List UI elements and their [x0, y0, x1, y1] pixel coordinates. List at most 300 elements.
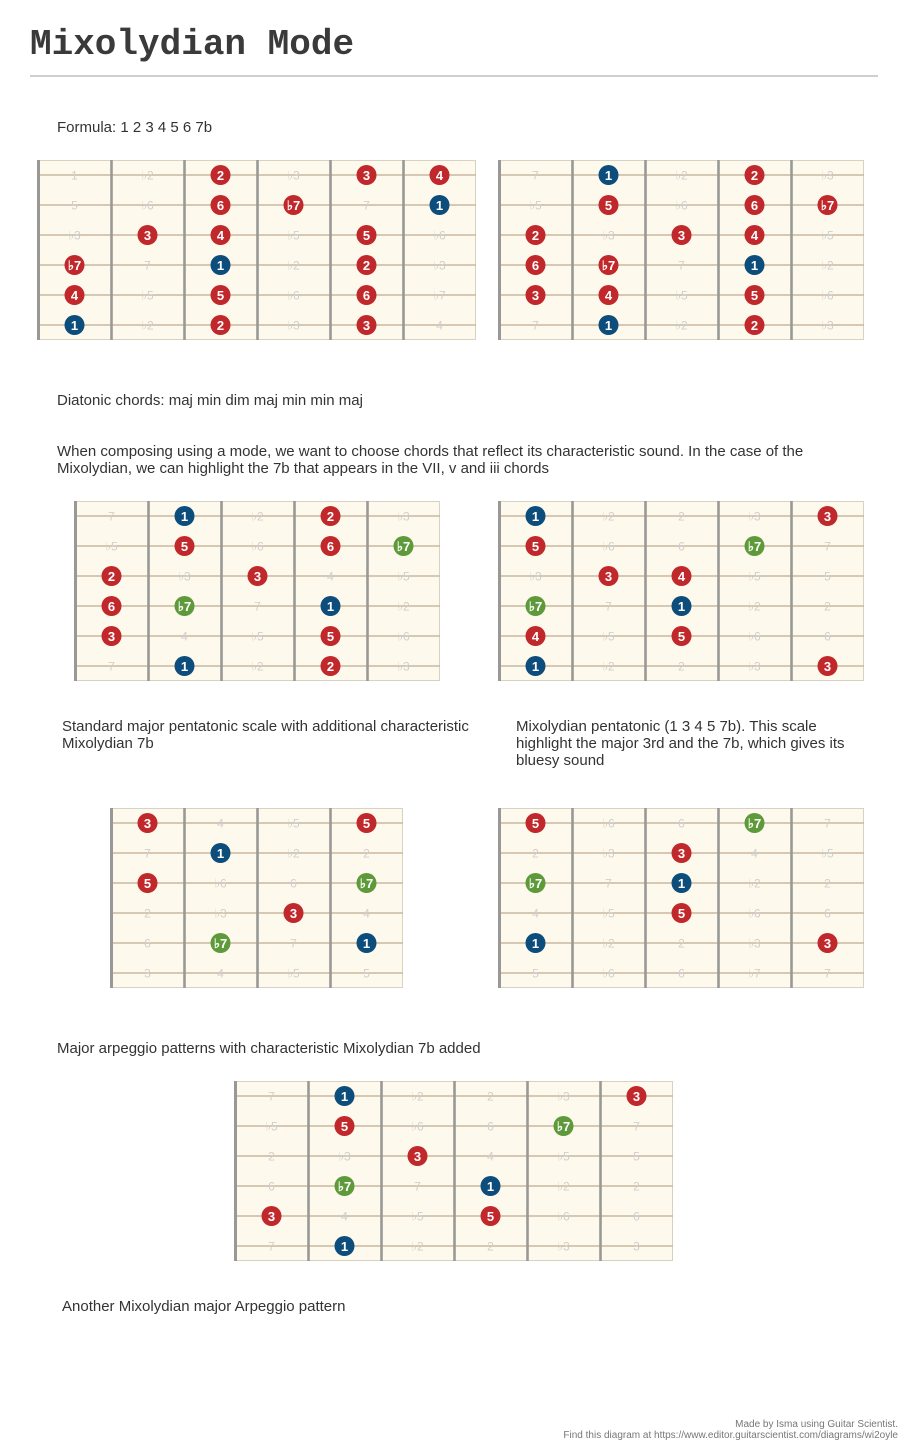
ghost-note	[751, 847, 758, 861]
fretboard-svg	[498, 160, 864, 340]
fretboard-background	[75, 502, 440, 681]
ghost-note	[748, 510, 761, 524]
ghost-note	[214, 907, 227, 921]
scale-note	[672, 225, 692, 245]
note-label: 5	[362, 227, 371, 243]
ghost-note-label: ♭6	[675, 198, 688, 213]
note-label: 1	[750, 257, 759, 273]
ghost-note-label: 4	[217, 966, 224, 981]
ghost-note-label: ♭2	[557, 1179, 570, 1194]
note-label: 3	[823, 508, 832, 524]
ghost-note-label: ♭2	[141, 318, 154, 333]
ghost-note-label: ♭5	[602, 629, 615, 644]
note-label: ♭7	[747, 538, 762, 554]
scale-note	[357, 813, 377, 833]
fretboard-svg	[74, 501, 440, 681]
ghost-note-label: ♭3	[397, 659, 410, 674]
ghost-note	[251, 510, 264, 524]
scale-note	[357, 225, 377, 245]
note-label: 6	[216, 197, 225, 213]
ghost-note	[678, 967, 685, 981]
ghost-note-label: ♭2	[675, 318, 688, 333]
ghost-note	[397, 570, 410, 584]
note-label: 1	[216, 257, 225, 273]
note-label: 1	[531, 658, 540, 674]
ghost-note-label: 2	[633, 1179, 640, 1194]
ghost-note-label: ♭3	[68, 228, 81, 243]
root-note	[526, 656, 546, 676]
ghost-note	[678, 937, 685, 951]
ghost-note	[141, 289, 154, 303]
scale-note	[526, 626, 546, 646]
note-label: 3	[253, 568, 262, 584]
note-label: 1	[486, 1178, 495, 1194]
ghost-note	[108, 660, 115, 674]
note-label: 3	[143, 227, 152, 243]
scale-note	[357, 165, 377, 185]
ghost-note-label: 7	[414, 1179, 421, 1194]
note-label: 3	[362, 317, 371, 333]
ghost-note	[287, 289, 300, 303]
scale-note	[818, 656, 838, 676]
ghost-note-label: 2	[824, 599, 831, 614]
ghost-note-label: ♭6	[214, 876, 227, 891]
scale-note	[102, 566, 122, 586]
root-note	[526, 933, 546, 953]
note-label: ♭7	[286, 197, 301, 213]
ghost-note-label: ♭2	[602, 659, 615, 674]
ghost-note	[557, 1180, 570, 1194]
scale-note	[335, 1116, 355, 1136]
ghost-note	[824, 907, 831, 921]
ghost-note	[287, 847, 300, 861]
note-label: 2	[531, 227, 540, 243]
scale-note	[745, 225, 765, 245]
ghost-note-label: ♭2	[141, 168, 154, 183]
ghost-note-label: ♭3	[338, 1149, 351, 1164]
ghost-note	[605, 877, 612, 891]
ghost-note	[268, 1090, 275, 1104]
note-label: 3	[143, 815, 152, 831]
ghost-note	[532, 169, 539, 183]
scale-note	[65, 255, 85, 275]
fretboard-background	[499, 502, 864, 681]
scale-note	[672, 566, 692, 586]
ghost-note-label: ♭5	[529, 198, 542, 213]
ghost-note	[363, 847, 370, 861]
scale-note	[211, 225, 231, 245]
ghost-note-label: 6	[633, 1209, 640, 1224]
note-label: 4	[750, 227, 759, 243]
note-label: 5	[326, 628, 335, 644]
ghost-note-label: ♭3	[433, 258, 446, 273]
ghost-note	[633, 1210, 640, 1224]
root-note	[481, 1176, 501, 1196]
ghost-note	[821, 259, 834, 273]
ghost-note	[144, 937, 151, 951]
ghost-note-label: 2	[678, 509, 685, 524]
ghost-note	[748, 660, 761, 674]
scale-note	[211, 315, 231, 335]
ghost-note	[824, 817, 831, 831]
note-label: 5	[677, 905, 686, 921]
ghost-note-label: ♭6	[602, 966, 615, 981]
ghost-note-label: 6	[824, 906, 831, 921]
ghost-note-label: ♭3	[821, 168, 834, 183]
ghost-note	[529, 570, 542, 584]
ghost-note	[532, 847, 539, 861]
ghost-note-label: 7	[532, 318, 539, 333]
fretboard-arp-b	[498, 808, 864, 988]
note-label: ♭7	[396, 538, 411, 554]
ghost-note	[265, 1120, 278, 1134]
scale-note	[138, 813, 158, 833]
ghost-note-label: ♭7	[433, 288, 446, 303]
ghost-note	[675, 289, 688, 303]
note-label: 3	[531, 287, 540, 303]
ghost-note-label: ♭2	[821, 258, 834, 273]
note-label: 5	[604, 197, 613, 213]
ghost-note-label: ♭3	[748, 659, 761, 674]
ghost-note	[532, 967, 539, 981]
ghost-note-label: ♭5	[265, 1119, 278, 1134]
fretboard-arp-a	[110, 808, 403, 988]
ghost-note	[602, 660, 615, 674]
ghost-note-label: 4	[363, 906, 370, 921]
ghost-note-label: 5	[633, 1149, 640, 1164]
ghost-note	[397, 630, 410, 644]
ghost-note-label: 6	[268, 1179, 275, 1194]
ghost-note-label: 7	[824, 539, 831, 554]
note-label: 4	[435, 167, 444, 183]
root-note	[430, 195, 450, 215]
ghost-note-label: ♭5	[287, 816, 300, 831]
ghost-note-label: 1	[71, 168, 78, 183]
ghost-note	[824, 540, 831, 554]
fretboard-svg	[110, 808, 403, 988]
ghost-note	[821, 319, 834, 333]
ghost-note-label: ♭5	[748, 569, 761, 584]
ghost-note-label: 4	[217, 816, 224, 831]
note-label: 3	[362, 167, 371, 183]
ghost-note-label: ♭7	[748, 966, 761, 981]
ghost-note-label: 2	[678, 659, 685, 674]
note-label: 5	[486, 1208, 495, 1224]
ghost-note-label: ♭2	[602, 936, 615, 951]
note-label: 6	[326, 538, 335, 554]
flat-seventh-note	[211, 933, 231, 953]
note-label: 4	[531, 628, 540, 644]
note-label: 1	[180, 658, 189, 674]
ghost-note	[602, 510, 615, 524]
note-label: 3	[289, 905, 298, 921]
ghost-note	[411, 1090, 424, 1104]
ghost-note-label: ♭3	[602, 228, 615, 243]
ghost-note	[557, 1210, 570, 1224]
ghost-note-label: ♭3	[748, 509, 761, 524]
ghost-note-label: ♭5	[821, 228, 834, 243]
scale-note	[672, 843, 692, 863]
ghost-note	[268, 1180, 275, 1194]
ghost-note	[824, 630, 831, 644]
ghost-note-label: 5	[532, 966, 539, 981]
ghost-note	[290, 937, 297, 951]
ghost-note-label: 3	[633, 1239, 640, 1254]
ghost-note-label: ♭2	[675, 168, 688, 183]
root-note	[175, 656, 195, 676]
ghost-note	[678, 510, 685, 524]
ghost-note-label: ♭5	[675, 288, 688, 303]
ghost-note-label: ♭3	[529, 569, 542, 584]
scale-note	[481, 1206, 501, 1226]
ghost-note-label: ♭5	[287, 966, 300, 981]
ghost-note-label: ♭6	[557, 1209, 570, 1224]
scale-note	[627, 1086, 647, 1106]
note-label: 2	[326, 508, 335, 524]
ghost-note-label: ♭5	[397, 569, 410, 584]
ghost-note	[178, 570, 191, 584]
ghost-note-label: ♭3	[178, 569, 191, 584]
ghost-note	[487, 1120, 494, 1134]
ghost-note	[287, 319, 300, 333]
scale-note	[818, 506, 838, 526]
ghost-note-label: 4	[181, 629, 188, 644]
note-label: 1	[435, 197, 444, 213]
ghost-note	[436, 319, 443, 333]
scale-note	[262, 1206, 282, 1226]
ghost-note	[602, 847, 615, 861]
ghost-note	[433, 259, 446, 273]
root-note	[335, 1086, 355, 1106]
ghost-note	[411, 1240, 424, 1254]
ghost-note-label: 7	[824, 816, 831, 831]
note-label: ♭7	[528, 875, 543, 891]
ghost-note-label: 4	[532, 906, 539, 921]
note-label: 5	[531, 815, 540, 831]
ghost-note	[251, 660, 264, 674]
ghost-note	[290, 877, 297, 891]
note-label: 5	[143, 875, 152, 891]
note-label: 2	[750, 317, 759, 333]
note-label: 4	[70, 287, 79, 303]
ghost-note	[602, 817, 615, 831]
note-label: 3	[823, 658, 832, 674]
ghost-note-label: ♭3	[287, 168, 300, 183]
ghost-note	[748, 907, 761, 921]
note-label: 5	[180, 538, 189, 554]
note-label: 1	[180, 508, 189, 524]
ghost-note-label: ♭6	[411, 1119, 424, 1134]
ghost-note-label: 7	[144, 846, 151, 861]
fretboard-pent-mixo	[498, 501, 864, 681]
ghost-note-label: 6	[824, 629, 831, 644]
ghost-note-label: ♭3	[214, 906, 227, 921]
ghost-note	[287, 169, 300, 183]
ghost-note	[605, 600, 612, 614]
note-label: 2	[326, 658, 335, 674]
note-label: 3	[632, 1088, 641, 1104]
root-note	[599, 315, 619, 335]
ghost-note	[141, 169, 154, 183]
ghost-note-label: 5	[71, 198, 78, 213]
footer-link[interactable]: Find this diagram at https://www.editor.guitarscientist.com/diagrams/wi2oyle	[563, 1430, 898, 1441]
ghost-note-label: 4	[327, 569, 334, 584]
scale-note	[745, 165, 765, 185]
note-label: 4	[604, 287, 613, 303]
ghost-note-label: ♭2	[251, 659, 264, 674]
note-label: 5	[362, 815, 371, 831]
scale-note	[321, 656, 341, 676]
ghost-note	[532, 907, 539, 921]
ghost-note-label: 7	[144, 258, 151, 273]
note-label: 1	[677, 875, 686, 891]
root-note	[745, 255, 765, 275]
ghost-note	[363, 907, 370, 921]
note-label: ♭7	[528, 598, 543, 614]
ghost-note	[397, 510, 410, 524]
ghost-note-label: ♭3	[397, 509, 410, 524]
note-label: 6	[362, 287, 371, 303]
note-label: 1	[531, 935, 540, 951]
ghost-note	[821, 169, 834, 183]
ghost-note-label: 7	[532, 168, 539, 183]
ghost-note-label: 7	[633, 1119, 640, 1134]
ghost-note	[748, 630, 761, 644]
ghost-note	[397, 660, 410, 674]
ghost-note-label: ♭6	[748, 906, 761, 921]
scale-note	[672, 626, 692, 646]
ghost-note-label: 2	[268, 1149, 275, 1164]
scale-note	[357, 255, 377, 275]
ghost-note-label: ♭5	[105, 539, 118, 554]
flat-seventh-note	[745, 813, 765, 833]
note-label: 6	[531, 257, 540, 273]
ghost-note	[748, 570, 761, 584]
flat-seventh-note	[357, 873, 377, 893]
ghost-note-label: 6	[678, 539, 685, 554]
ghost-note-label: 4	[751, 846, 758, 861]
ghost-note-label: ♭5	[141, 288, 154, 303]
ghost-note-label: ♭3	[557, 1089, 570, 1104]
ghost-note-label: ♭2	[251, 509, 264, 524]
ghost-note	[675, 319, 688, 333]
note-label: 1	[216, 845, 225, 861]
flat-seventh-note	[554, 1116, 574, 1136]
note-label: 2	[107, 568, 116, 584]
ghost-note	[268, 1150, 275, 1164]
formula-text: Formula: 1 2 3 4 5 6 7b	[57, 119, 213, 136]
page-title: Mixolydian Mode	[30, 24, 355, 65]
ghost-note-label: ♭5	[251, 629, 264, 644]
fretboard-background	[499, 809, 864, 988]
scale-note	[745, 285, 765, 305]
ghost-note-label: ♭3	[748, 936, 761, 951]
ghost-note-label: ♭3	[557, 1239, 570, 1254]
ghost-note	[327, 570, 334, 584]
ghost-note-label: 5	[363, 966, 370, 981]
ghost-note	[675, 199, 688, 213]
scale-note	[430, 165, 450, 185]
scale-note	[526, 285, 546, 305]
note-label: 1	[70, 317, 79, 333]
note-label: ♭7	[556, 1118, 571, 1134]
ghost-note	[414, 1180, 421, 1194]
ghost-note-label: 6	[678, 816, 685, 831]
note-label: 6	[107, 598, 116, 614]
ghost-note	[144, 907, 151, 921]
ghost-note	[217, 817, 224, 831]
scale-note	[357, 285, 377, 305]
fretboard-background	[499, 161, 864, 340]
ghost-note	[748, 877, 761, 891]
root-note	[211, 255, 231, 275]
ghost-note	[433, 229, 446, 243]
ghost-note	[678, 540, 685, 554]
caption-another-arpeggio: Another Mixolydian major Arpeggio pattern	[62, 1298, 346, 1315]
ghost-note-label: ♭2	[287, 258, 300, 273]
ghost-note-label: 2	[487, 1239, 494, 1254]
note-label: ♭7	[601, 257, 616, 273]
ghost-note-label: ♭3	[602, 846, 615, 861]
note-label: 3	[677, 227, 686, 243]
root-note	[357, 933, 377, 953]
note-label: ♭7	[67, 257, 82, 273]
ghost-note-label: ♭5	[411, 1209, 424, 1224]
ghost-note	[748, 967, 761, 981]
scale-note	[599, 255, 619, 275]
note-label: 2	[750, 167, 759, 183]
ghost-note-label: ♭5	[602, 906, 615, 921]
fretboard-svg	[498, 808, 864, 988]
ghost-note-label: ♭6	[141, 198, 154, 213]
title-divider	[30, 75, 878, 77]
note-label: 1	[340, 1238, 349, 1254]
ghost-note-label: 7	[268, 1089, 275, 1104]
scale-note	[526, 225, 546, 245]
ghost-note	[633, 1120, 640, 1134]
fretboard-svg	[498, 501, 864, 681]
ghost-note	[675, 169, 688, 183]
ghost-note	[181, 630, 188, 644]
ghost-note	[141, 199, 154, 213]
ghost-note	[633, 1180, 640, 1194]
ghost-note-label: 7	[363, 198, 370, 213]
scale-note	[357, 315, 377, 335]
root-note	[672, 596, 692, 616]
note-label: 3	[267, 1208, 276, 1224]
note-label: 1	[362, 935, 371, 951]
ghost-note	[144, 847, 151, 861]
scale-note	[248, 566, 268, 586]
ghost-note-label: 4	[341, 1209, 348, 1224]
ghost-note-label: ♭6	[287, 288, 300, 303]
note-label: 3	[823, 935, 832, 951]
ghost-note-label: 2	[363, 846, 370, 861]
ghost-note	[557, 1090, 570, 1104]
ghost-note-label: ♭2	[748, 876, 761, 891]
ghost-note-label: ♭2	[602, 509, 615, 524]
footer-credit: Made by Isma using Guitar Scientist.	[735, 1419, 898, 1430]
ghost-note	[108, 510, 115, 524]
caption-pent-right: Mixolydian pentatonic (1 3 4 5 7b). This scale highlight the major 3rd and the 7b, which gives its bluesy sound	[516, 718, 845, 769]
ghost-note	[633, 1150, 640, 1164]
ghost-note-label: 6	[487, 1119, 494, 1134]
ghost-note-label: ♭6	[602, 539, 615, 554]
ghost-note-label: ♭6	[748, 629, 761, 644]
ghost-note	[363, 199, 370, 213]
scale-note	[745, 195, 765, 215]
ghost-note	[678, 660, 685, 674]
